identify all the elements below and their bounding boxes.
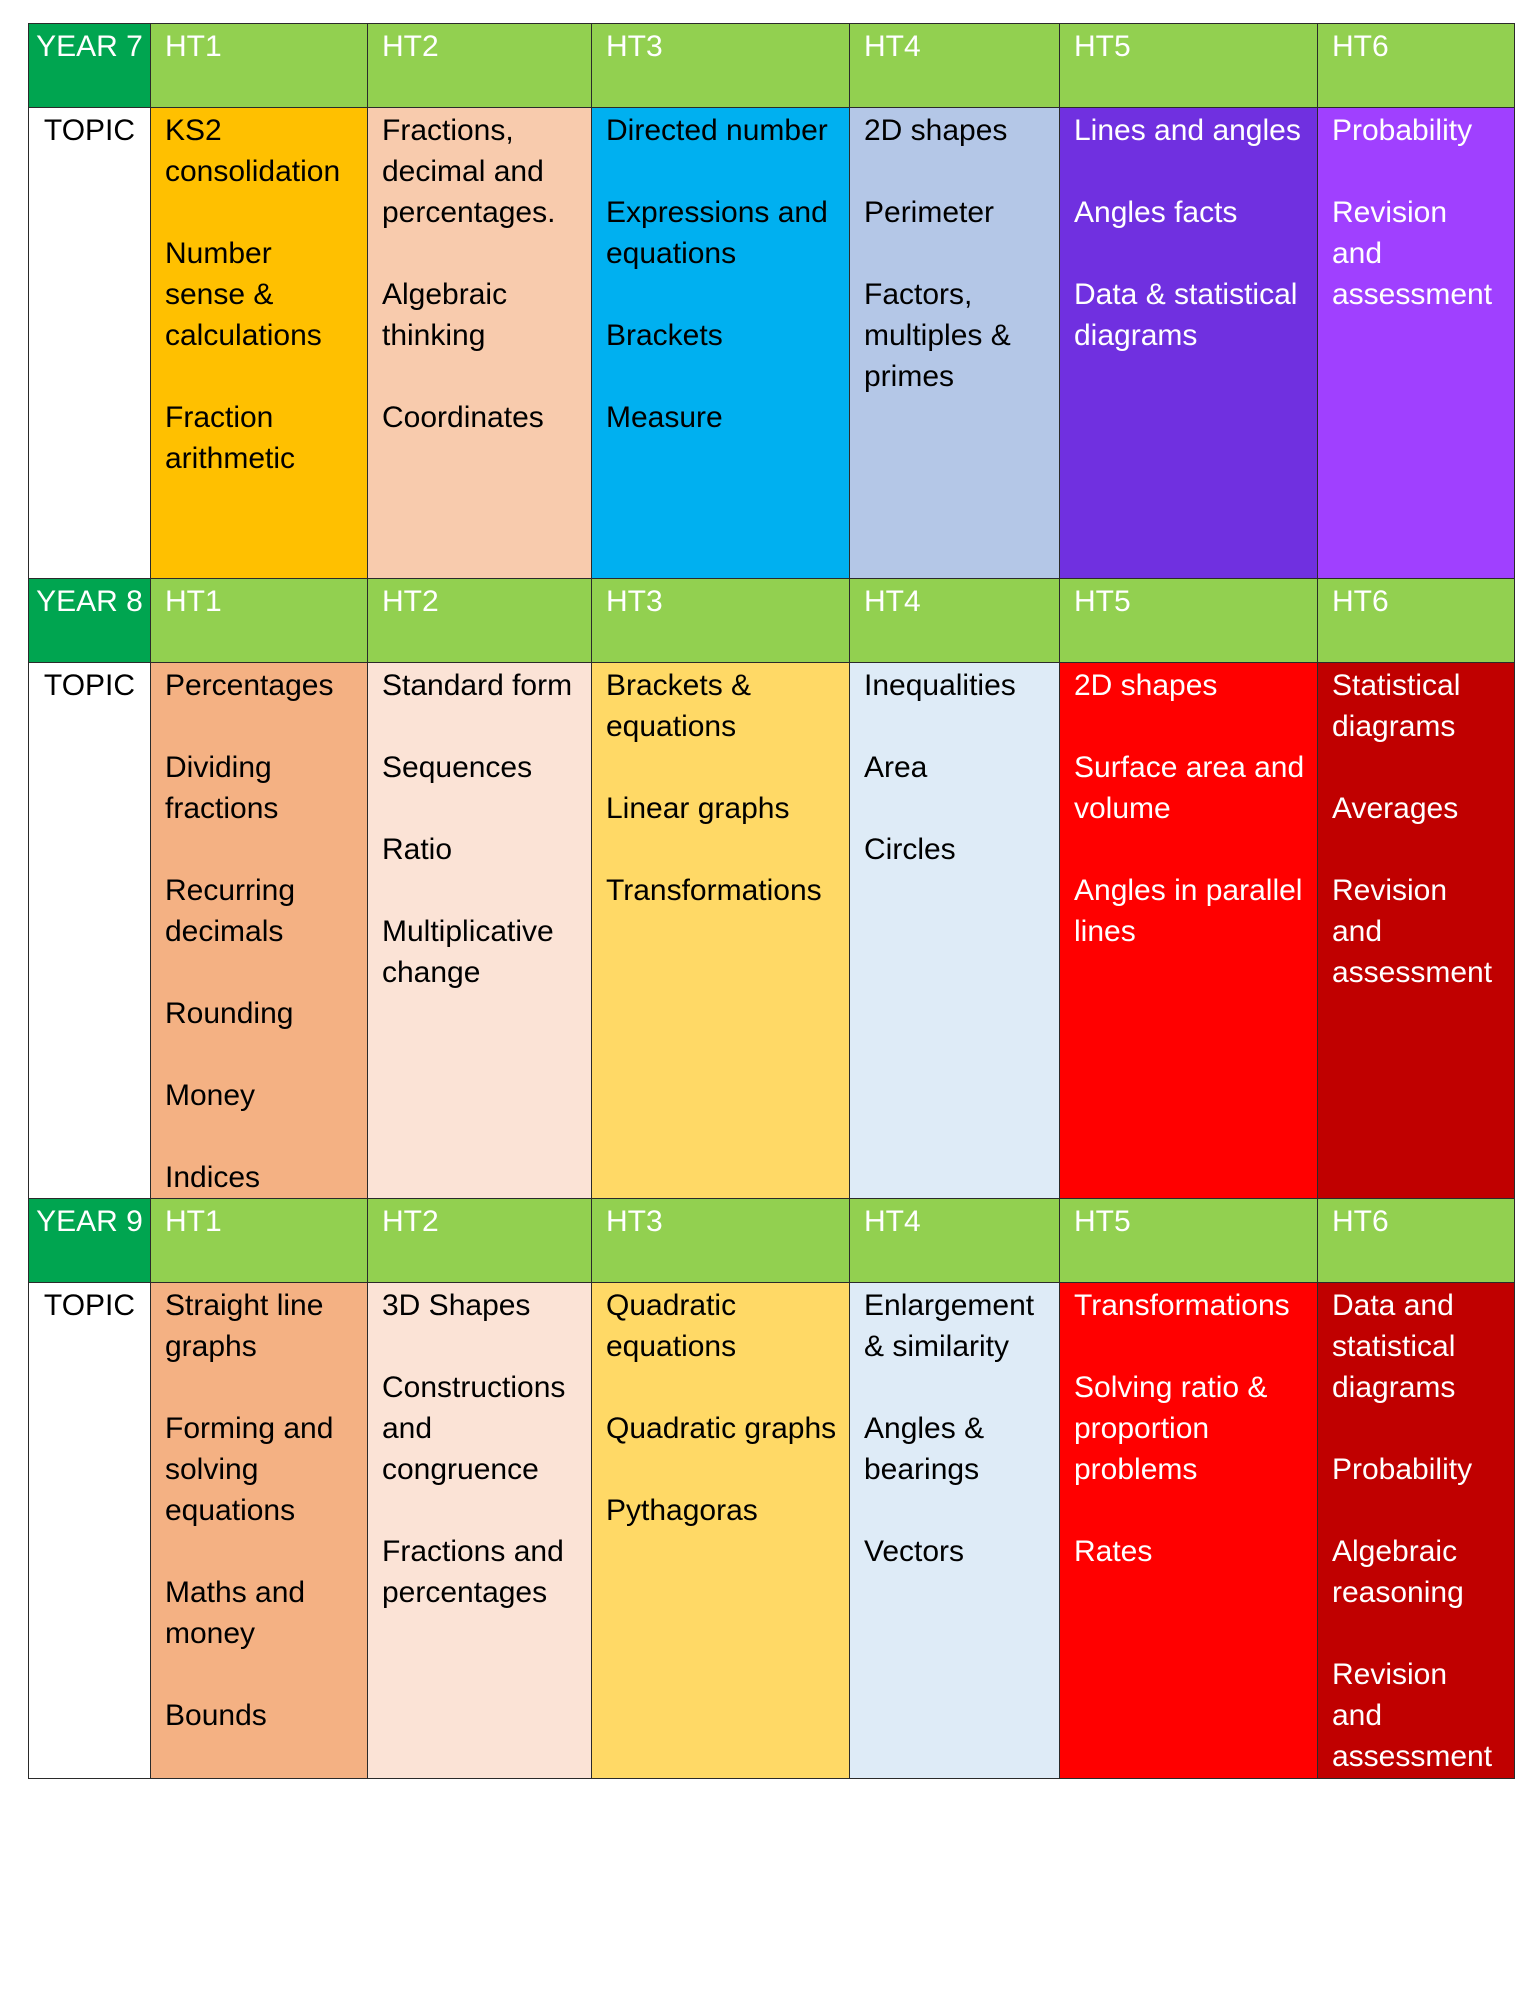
topic-item: Area	[864, 751, 928, 784]
topic-item: Transformations	[606, 874, 822, 907]
topic-item: Factors, multiples & primes	[864, 278, 1011, 393]
topic-item: Revision and assessment	[1332, 874, 1493, 989]
topic-item: Dividing fractions	[165, 751, 279, 825]
topic-item: Vectors	[864, 1535, 965, 1568]
topic-item: Percentages	[165, 669, 334, 702]
topic-item: Fractions and percentages	[382, 1535, 564, 1609]
year-8-ht3-topics	[592, 663, 850, 1199]
year-9-ht6-header: HT6	[1318, 1199, 1515, 1283]
topic-item: Angles in parallel lines	[1074, 874, 1303, 948]
topic-item: Statistical diagrams	[1332, 669, 1461, 743]
year-8-ht5-header: HT5	[1060, 579, 1318, 663]
year-7-ht6-topics	[1318, 108, 1515, 579]
topic-item: Fraction arithmetic	[165, 401, 296, 475]
year-9-topic-row	[29, 1283, 1515, 1779]
topic-item: Sequences	[382, 751, 533, 784]
topic-item: Constructions and congruence	[382, 1371, 566, 1486]
year-8-ht3-header: HT3	[592, 579, 850, 663]
year-9-ht5-header: HT5	[1060, 1199, 1318, 1283]
topic-item: Rates	[1074, 1535, 1153, 1568]
topic-item: Brackets & equations	[606, 669, 752, 743]
year-8-ht4-header: HT4	[850, 579, 1060, 663]
topic-item: Angles facts	[1074, 196, 1238, 229]
year-9-ht2-header: HT2	[368, 1199, 592, 1283]
topic-item: Lines and angles	[1074, 114, 1301, 147]
year-9-header-row	[29, 1199, 1515, 1283]
topic-item: 3D Shapes	[382, 1289, 531, 1322]
year-8-ht5-topics	[1060, 663, 1318, 1199]
topic-item: KS2 consolidation	[165, 114, 341, 188]
year-7-ht3-header: HT3	[592, 24, 850, 108]
year-7-header-row	[29, 24, 1515, 108]
year-7-ht2-topics	[368, 108, 592, 579]
topic-item: Recurring decimals	[165, 874, 296, 948]
topic-item: Circles	[864, 833, 956, 866]
topic-item: Bounds	[165, 1699, 267, 1732]
year-7-ht1-header: HT1	[151, 24, 368, 108]
year-7-ht3-topics	[592, 108, 850, 579]
year-9-ht4-topics	[850, 1283, 1060, 1779]
topic-item: Revision and assessment	[1332, 196, 1493, 311]
year-8-header-row	[29, 579, 1515, 663]
topic-item: Forming and solving equations	[165, 1412, 334, 1527]
year-8-ht4-topics	[850, 663, 1060, 1199]
year-7-label: YEAR 7	[29, 24, 151, 108]
topic-item: Revision and assessment	[1332, 1658, 1493, 1773]
year-7-ht4-topics	[850, 108, 1060, 579]
year-9-ht6-topics	[1318, 1283, 1515, 1779]
topic-item: Linear graphs	[606, 792, 790, 825]
topic-item: Ratio	[382, 833, 453, 866]
year-9-ht4-header: HT4	[850, 1199, 1060, 1283]
year-8-ht6-topics	[1318, 663, 1515, 1199]
year-7-ht5-header: HT5	[1060, 24, 1318, 108]
topic-item: Multiplicative change	[382, 915, 554, 989]
year-9-label: YEAR 9	[29, 1199, 151, 1283]
topic-item: Standard form	[382, 669, 573, 702]
topic-item: Quadratic graphs	[606, 1412, 837, 1445]
topic-item: Transformations	[1074, 1289, 1290, 1322]
topic-item: 2D shapes	[864, 114, 1008, 147]
topic-item: Algebraic thinking	[382, 278, 508, 352]
topic-item: Rounding	[165, 997, 294, 1030]
topic-item: Measure	[606, 401, 723, 434]
year-7-ht2-header: HT2	[368, 24, 592, 108]
topic-item: 2D shapes	[1074, 669, 1218, 702]
year-8-ht1-topics	[151, 663, 368, 1199]
topic-item: Data and statistical diagrams	[1332, 1289, 1456, 1404]
topic-item: Directed number	[606, 114, 828, 147]
topic-item: Algebraic reasoning	[1332, 1535, 1464, 1609]
topic-item: Pythagoras	[606, 1494, 758, 1527]
topic-item: Quadratic equations	[606, 1289, 737, 1363]
year-7-ht5-topics	[1060, 108, 1318, 579]
topic-item: Money	[165, 1079, 256, 1112]
year-9-ht3-topics	[592, 1283, 850, 1779]
year-8-topic-label: TOPIC	[29, 663, 151, 1199]
topic-item: Angles & bearings	[864, 1412, 985, 1486]
year-8-ht2-header: HT2	[368, 579, 592, 663]
year-8-topic-row	[29, 663, 1515, 1199]
topic-item: Brackets	[606, 319, 723, 352]
curriculum-table	[28, 23, 1515, 1779]
year-8-ht1-header: HT1	[151, 579, 368, 663]
year-7-topic-label: TOPIC	[29, 108, 151, 579]
topic-item: Indices	[165, 1161, 261, 1194]
topic-item: Probability	[1332, 1453, 1473, 1486]
topic-item: Number sense & calculations	[165, 237, 322, 352]
topic-item: Perimeter	[864, 196, 995, 229]
topic-item: Probability	[1332, 114, 1473, 147]
topic-item: Coordinates	[382, 401, 544, 434]
year-8-ht6-header: HT6	[1318, 579, 1515, 663]
topic-item: Expressions and equations	[606, 196, 828, 270]
year-9-ht2-topics	[368, 1283, 592, 1779]
topic-item: Surface area and volume	[1074, 751, 1305, 825]
topic-item: Fractions, decimal and percentages.	[382, 114, 556, 229]
topic-item: Maths and money	[165, 1576, 306, 1650]
year-9-ht1-topics	[151, 1283, 368, 1779]
topic-item: Data & statistical diagrams	[1074, 278, 1298, 352]
topic-item: Enlargement & similarity	[864, 1289, 1035, 1363]
year-7-ht6-header: HT6	[1318, 24, 1515, 108]
year-8-ht2-topics	[368, 663, 592, 1199]
year-7-ht4-header: HT4	[850, 24, 1060, 108]
year-7-topic-row	[29, 108, 1515, 579]
year-9-ht1-header: HT1	[151, 1199, 368, 1283]
topic-item: Straight line graphs	[165, 1289, 324, 1363]
year-9-topic-label: TOPIC	[29, 1283, 151, 1779]
topic-item: Averages	[1332, 792, 1459, 825]
year-9-ht3-header: HT3	[592, 1199, 850, 1283]
topic-item: Solving ratio & proportion problems	[1074, 1371, 1268, 1486]
year-9-ht5-topics	[1060, 1283, 1318, 1779]
year-7-ht1-topics	[151, 108, 368, 579]
topic-item: Inequalities	[864, 669, 1016, 702]
year-8-label: YEAR 8	[29, 579, 151, 663]
